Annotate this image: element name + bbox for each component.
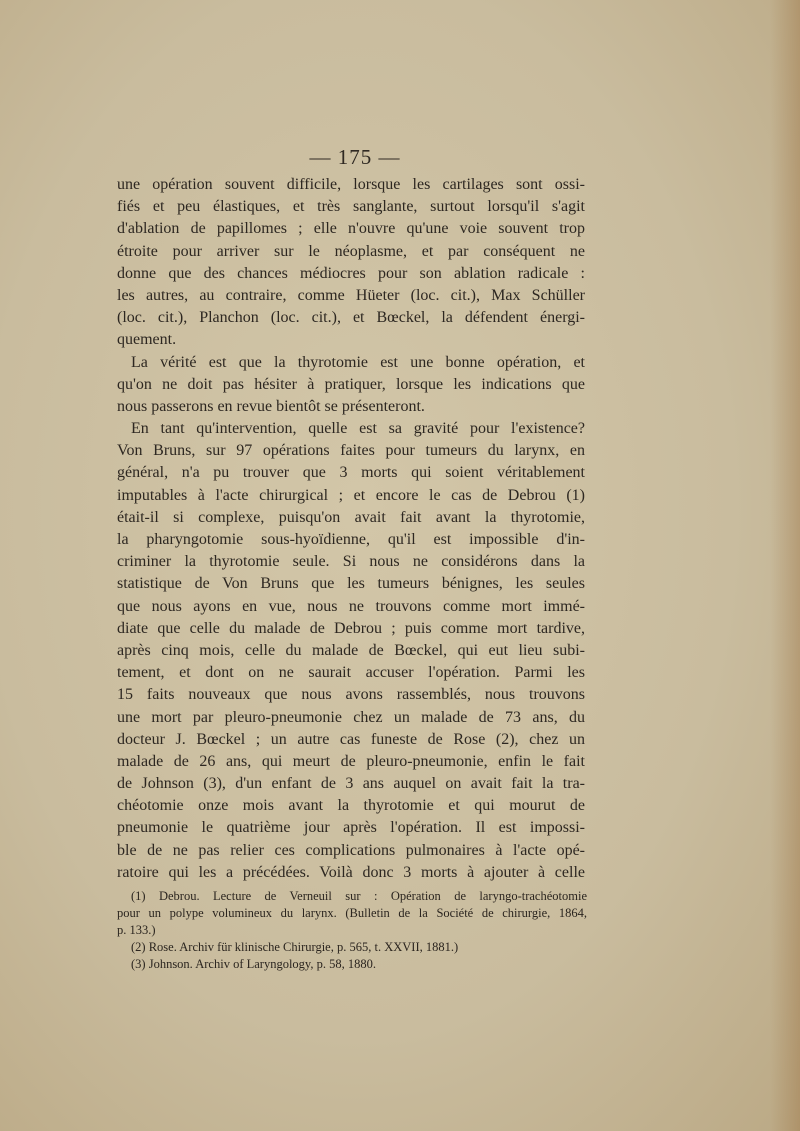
footnote-1-cont: pour un polype volumineux du larynx. (Bulletin de la Société de chirurgie, 1864, xyxy=(117,906,587,920)
body-line: tement, et dont on ne saurait accuser l'opération. Parmi les xyxy=(117,664,585,682)
body-line: criminer la thyrotomie seule. Si nous ne considérons dans la xyxy=(117,553,585,571)
body-line: quement. xyxy=(117,331,177,349)
body-line: ratoire qui les a précédées. Voilà donc 3 morts à ajouter à celle xyxy=(117,863,585,881)
footnote-text: Debrou. Lecture de Verneuil sur : Opération de laryngo-trachéotomie xyxy=(158,889,587,903)
footnote-mark: (1) xyxy=(131,889,146,903)
body-line: docteur J. Bœckel ; un autre cas funeste de Rose (2), chez un xyxy=(117,730,585,748)
body-text xyxy=(117,174,585,884)
page-edge-stain xyxy=(770,0,800,1131)
body-line: que nous ayons en vue, nous ne trouvons comme mort immé- xyxy=(117,597,585,615)
footnote-mark: (2) xyxy=(131,940,146,954)
body-line: diate que celle du malade de Debrou ; puis comme mort tardive, xyxy=(117,619,585,637)
paragraph-start: En tant qu'intervention, quelle est sa gravité pour l'existence? xyxy=(131,420,585,438)
body-line: chéotomie onze mois avant la thyrotomie et qui mourut de xyxy=(117,797,585,815)
footnote-mark: (3) xyxy=(131,957,146,971)
body-line: de Johnson (3), d'un enfant de 3 ans auquel on avait fait la tra- xyxy=(117,775,585,793)
body-line: ble de ne pas relier ces complications pulmonaires à l'acte opé- xyxy=(117,841,585,859)
paragraph-start: La vérité est que la thyrotomie est une bonne opération, et xyxy=(131,353,585,371)
body-line: fiés et peu élastiques, et très sanglante, surtout lorsqu'il s'agit xyxy=(117,198,585,216)
footnote-text: Johnson. Archiv of Laryngology, p. 58, 1880. xyxy=(148,957,376,971)
body-line: malade de 26 ans, qui meurt de pleuro-pneumonie, enfin le fait xyxy=(117,752,585,770)
body-line: 15 faits nouveaux que nous avons rassemblés, nous trouvons xyxy=(117,686,585,704)
body-line: donne que des chances médiocres pour son ablation radicale : xyxy=(117,264,585,282)
body-line: (loc. cit.), Planchon (loc. cit.), et Bœckel, la défendent énergi- xyxy=(117,309,585,327)
body-line: statistique de Von Bruns que les tumeurs bénignes, les seules xyxy=(117,575,585,593)
body-line: qu'on ne doit pas hésiter à pratiquer, lorsque les indications que xyxy=(117,375,585,393)
body-line: une opération souvent difficile, lorsque les cartilages sont ossi- xyxy=(117,176,585,193)
footnotes xyxy=(117,888,587,973)
footnote-2 xyxy=(117,939,587,956)
body-line: Von Bruns, sur 97 opérations faites pour tumeurs du larynx, en xyxy=(117,442,585,460)
body-line: pneumonie le quatrième jour après l'opération. Il est impossi- xyxy=(117,819,585,837)
body-line: la pharyngotomie sous-hyoïdienne, qu'il est impossible d'in- xyxy=(117,531,585,548)
footnote-text: Rose. Archiv für klinische Chirurgie, p. 565, t. XXVII, 1881.) xyxy=(148,940,459,954)
body-line: après cinq mois, celle du malade de Bœckel, qui eut lieu subi- xyxy=(117,641,585,659)
body-line: était-il si complexe, puisqu'on avait fait avant la thyrotomie, xyxy=(117,508,585,526)
body-line: les autres, au contraire, comme Hüeter (loc. cit.), Max Schüller xyxy=(117,286,585,304)
page-number: — 175 — xyxy=(309,145,401,169)
body-line: général, n'a pu trouver que 3 morts qui soient véritablement xyxy=(117,464,585,482)
footnote-1-cont: p. 133.) xyxy=(117,923,156,937)
body-line: d'ablation de papillomes ; elle n'ouvre qu'une voie souvent trop xyxy=(117,220,585,238)
body-line: nous passerons en revue bientôt se présenteront. xyxy=(117,397,425,415)
body-line: étroite pour arriver sur le néoplasme, et par conséquent ne xyxy=(117,242,585,260)
body-line: une mort par pleuro-pneumonie chez un malade de 73 ans, du xyxy=(117,708,585,726)
footnote-1 xyxy=(117,888,587,905)
footnote-3 xyxy=(117,956,587,973)
body-line: imputables à l'acte chirurgical ; et encore le cas de Debrou (1) xyxy=(117,486,585,504)
